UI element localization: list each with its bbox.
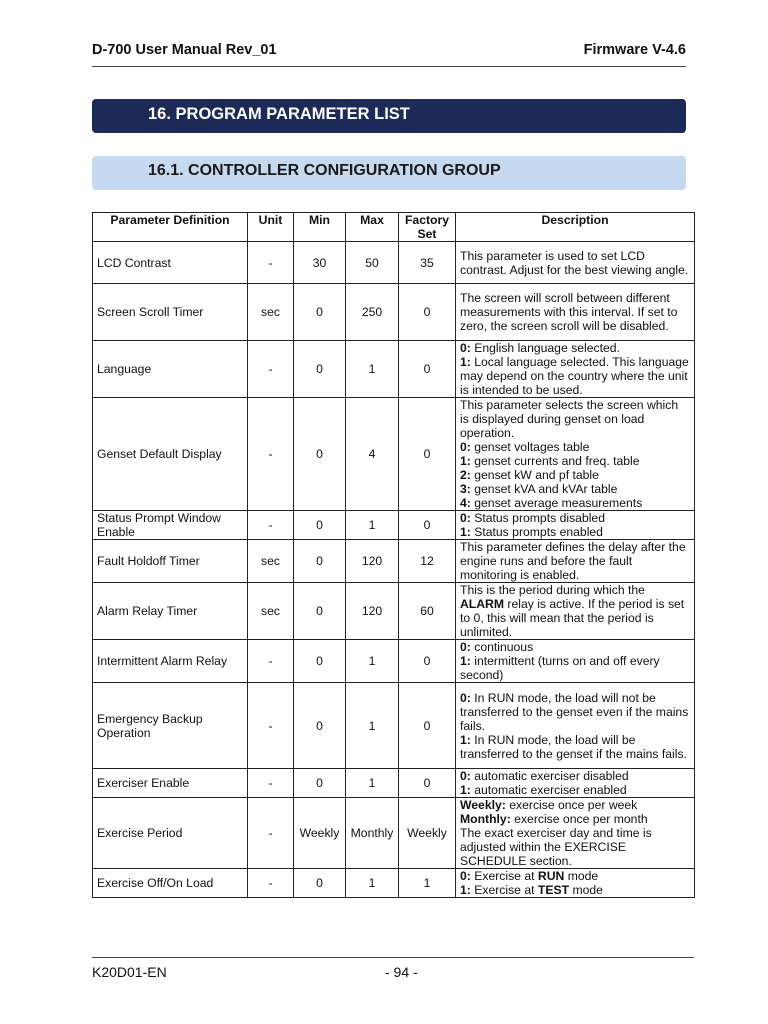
factory-set-cell: 0: [399, 341, 456, 398]
min-cell: 0: [294, 284, 346, 341]
page-header: [92, 42, 686, 67]
col-header-max: Max: [346, 213, 399, 242]
factory-set-cell: 0: [399, 398, 456, 511]
description-line: The screen will scroll between different measurements with this interval. If set to zero, the screen scroll will be disabled.: [460, 291, 678, 333]
description-line: 0: genset voltages table: [460, 440, 590, 454]
unit-cell: -: [248, 398, 294, 511]
factory-set-cell: 0: [399, 769, 456, 798]
max-cell: Monthly: [346, 798, 399, 869]
unit-cell: -: [248, 798, 294, 869]
firmware-version: Firmware V-4.6: [583, 42, 686, 58]
description-cell: [456, 869, 695, 898]
description-line: 2: genset kW and pf table: [460, 468, 599, 482]
factory-set-cell: 60: [399, 583, 456, 640]
description-line: 1: Status prompts enabled: [460, 525, 603, 539]
factory-set-cell: 35: [399, 242, 456, 284]
description-line: 0: automatic exerciser disabled: [460, 769, 629, 783]
description-cell: [456, 242, 695, 284]
col-header-parameter: Parameter Definition: [93, 213, 248, 242]
max-cell: 120: [346, 540, 399, 583]
table-row: [93, 683, 695, 769]
min-cell: 0: [294, 683, 346, 769]
description-line: 0: Status prompts disabled: [460, 511, 605, 525]
parameter-table: [92, 212, 695, 898]
description-cell: [456, 769, 695, 798]
max-cell: 50: [346, 242, 399, 284]
description-line: This parameter selects the screen which is displayed during genset on load operation.: [460, 398, 679, 440]
unit-cell: sec: [248, 540, 294, 583]
description-cell: [456, 284, 695, 341]
table-row: [93, 798, 695, 869]
page-number: - 94 -: [385, 964, 418, 980]
max-cell: 120: [346, 583, 399, 640]
description-cell: [456, 798, 695, 869]
description-line: 1: Local language selected. This language may depend on the country where the unit is intended to be used.: [460, 355, 689, 397]
min-cell: 0: [294, 583, 346, 640]
col-header-unit: Unit: [248, 213, 294, 242]
unit-cell: -: [248, 242, 294, 284]
min-cell: 0: [294, 640, 346, 683]
description-cell: [456, 640, 695, 683]
table-row: [93, 583, 695, 640]
table-row: [93, 341, 695, 398]
parameter-name: Status Prompt Window Enable: [93, 511, 248, 540]
factory-set-cell: 0: [399, 511, 456, 540]
subsection-title: 16.1. CONTROLLER CONFIGURATION GROUP: [92, 156, 686, 190]
description-cell: [456, 683, 695, 769]
description-line: 3: genset kVA and kVAr table: [460, 482, 618, 496]
description-line: This parameter is used to set LCD contrast. Adjust for the best viewing angle.: [460, 248, 689, 277]
parameter-name: Exerciser Enable: [93, 769, 248, 798]
table-header-row: [93, 213, 695, 242]
table-row: [93, 640, 695, 683]
parameter-name: Exercise Off/On Load: [93, 869, 248, 898]
description-line: 1: Exercise at TEST mode: [460, 883, 603, 897]
factory-set-cell: 12: [399, 540, 456, 583]
min-cell: 0: [294, 511, 346, 540]
factory-set-cell: 1: [399, 869, 456, 898]
max-cell: 1: [346, 769, 399, 798]
parameter-name: Alarm Relay Timer: [93, 583, 248, 640]
description-line: Monthly: exercise once per month: [460, 812, 648, 826]
parameter-name: Intermittent Alarm Relay: [93, 640, 248, 683]
description-cell: [456, 398, 695, 511]
parameter-name: Genset Default Display: [93, 398, 248, 511]
parameter-name: LCD Contrast: [93, 242, 248, 284]
unit-cell: -: [248, 683, 294, 769]
description-line: 1: genset currents and freq. table: [460, 454, 640, 468]
parameter-name: Emergency Backup Operation: [93, 683, 248, 769]
description-cell: [456, 583, 695, 640]
description-line: This parameter defines the delay after the engine runs and before the fault monitoring is enabled.: [460, 540, 686, 582]
table-row: [93, 769, 695, 798]
description-line: 1: In RUN mode, the load will be transferred to the genset if the mains fails.: [460, 732, 687, 761]
description-line: 0: continuous: [460, 640, 534, 654]
table-body: [93, 242, 695, 898]
min-cell: 0: [294, 398, 346, 511]
parameter-name: Exercise Period: [93, 798, 248, 869]
table-row: [93, 869, 695, 898]
description-line: 0: Exercise at RUN mode: [460, 869, 599, 883]
factory-set-cell: 0: [399, 640, 456, 683]
parameter-name: Language: [93, 341, 248, 398]
unit-cell: -: [248, 341, 294, 398]
unit-cell: -: [248, 869, 294, 898]
min-cell: 0: [294, 341, 346, 398]
factory-set-cell: Weekly: [399, 798, 456, 869]
parameter-name: Screen Scroll Timer: [93, 284, 248, 341]
unit-cell: sec: [248, 284, 294, 341]
manual-title: D-700 User Manual Rev_01: [92, 42, 277, 58]
factory-set-cell: 0: [399, 284, 456, 341]
col-header-min: Min: [294, 213, 346, 242]
table-row: [93, 398, 695, 511]
page-footer: [92, 957, 694, 980]
max-cell: 4: [346, 398, 399, 511]
col-header-factory-set: Factory Set: [399, 213, 456, 242]
unit-cell: -: [248, 640, 294, 683]
table-row: [93, 284, 695, 341]
max-cell: 1: [346, 341, 399, 398]
unit-cell: sec: [248, 583, 294, 640]
description-line: The exact exerciser day and time is adjusted within the EXERCISE SCHEDULE section.: [460, 826, 652, 868]
max-cell: 1: [346, 683, 399, 769]
max-cell: 1: [346, 869, 399, 898]
description-cell: [456, 341, 695, 398]
min-cell: 30: [294, 242, 346, 284]
document-code: K20D01-EN: [92, 964, 167, 980]
description-line: 4: genset average measurements: [460, 496, 643, 510]
unit-cell: -: [248, 769, 294, 798]
factory-set-cell: 0: [399, 683, 456, 769]
description-line: Weekly: exercise once per week: [460, 798, 638, 812]
min-cell: 0: [294, 869, 346, 898]
table-row: [93, 511, 695, 540]
min-cell: 0: [294, 540, 346, 583]
description-cell: [456, 540, 695, 583]
description-line: 1: automatic exerciser enabled: [460, 783, 627, 797]
unit-cell: -: [248, 511, 294, 540]
description-line: 0: English language selected.: [460, 341, 620, 355]
max-cell: 1: [346, 640, 399, 683]
parameter-name: Fault Holdoff Timer: [93, 540, 248, 583]
max-cell: 250: [346, 284, 399, 341]
min-cell: Weekly: [294, 798, 346, 869]
description-cell: [456, 511, 695, 540]
max-cell: 1: [346, 511, 399, 540]
table-row: [93, 242, 695, 284]
min-cell: 0: [294, 769, 346, 798]
description-line: 0: In RUN mode, the load will not be transferred to the genset even if the mains fails.: [460, 690, 689, 733]
description-line: 1: intermittent (turns on and off every second): [460, 654, 660, 682]
col-header-description: Description: [456, 213, 695, 242]
section-title: 16. PROGRAM PARAMETER LIST: [92, 99, 686, 133]
table-row: [93, 540, 695, 583]
description-line: This is the period during which the ALARM relay is active. If the period is set to 0, this will mean that the period is unlimited.: [460, 583, 685, 639]
